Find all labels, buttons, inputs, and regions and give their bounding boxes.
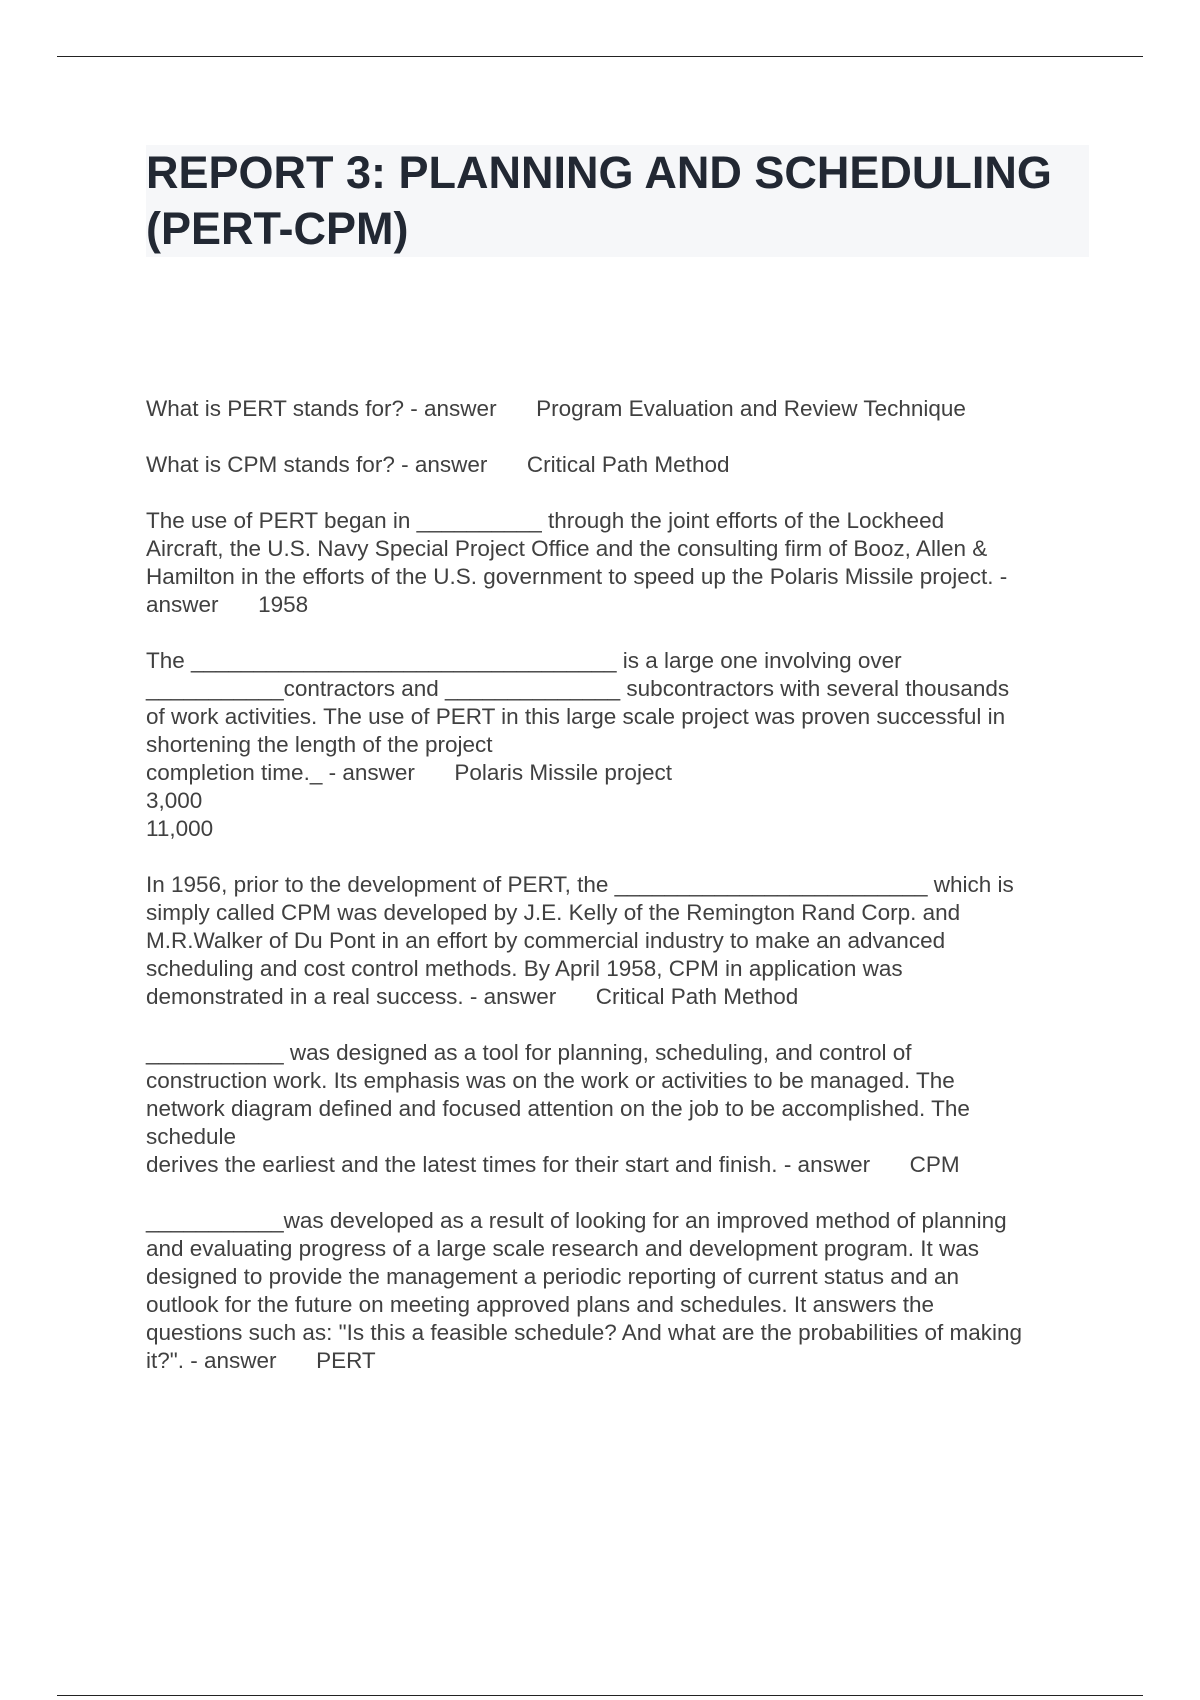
- question-text: In 1956, prior to the development of PERT, the _________________________ which is simply called CPM was developed by J.E. Kelly of the Remington Rand Corp. and M.R.Walker of Du Pont in an effort by commercial industry to make an advanced scheduling and cost control methods. By April 1958, CPM in application was demonstrated in a real success.: [146, 872, 1014, 1009]
- qa-item: [146, 507, 1096, 619]
- answer-marker: - answer: [404, 396, 535, 421]
- answer-text: PERT: [316, 1348, 376, 1373]
- answer-marker: - answer: [184, 1348, 315, 1373]
- qa-item: [146, 1207, 1096, 1375]
- question-text: What is CPM stands for?: [146, 452, 395, 477]
- page-title: REPORT 3: PLANNING AND SCHEDULING (PERT-CPM): [146, 147, 1052, 254]
- answer-text: Critical Path Method: [595, 984, 799, 1009]
- qa-item: [146, 395, 1096, 423]
- answer-spacer: [219, 592, 257, 617]
- qa-item: [146, 647, 1096, 843]
- qa-list: [146, 395, 1096, 1403]
- answer-text: Polaris Missile project 3,000 11,000: [146, 760, 672, 841]
- question-text: The use of PERT began in __________ through the joint efforts of the Lockheed Aircraft, the U.S. Navy Special Project Office and the consulting firm of Booz, Allen & Hamilton in the efforts of the U.S. government to speed up the Polaris Missile project. - answer: [146, 508, 1008, 617]
- qa-item: [146, 871, 1096, 1011]
- question-text: ___________ was designed as a tool for planning, scheduling, and control of construction work. Its emphasis was on the work or activities to be managed. The network diagram defined and focused attention on the job to be accomplished. The schedule derives the earliest and the latest times for their start and finish.: [146, 1040, 970, 1177]
- question-text: The __________________________________ is a large one involving over ___________contractors and ______________ subcontractors with several thousands of work activities. The use of PERT in this large scale project was proven successful in shortening the length of the project completion time._: [146, 648, 1010, 785]
- qa-item: [146, 451, 1096, 479]
- header-rule: [57, 56, 1143, 57]
- answer-marker: - answer: [777, 1152, 908, 1177]
- answer-marker: - answer: [322, 760, 453, 785]
- answer-marker: - answer: [394, 452, 525, 477]
- answer-text: 1958: [258, 592, 309, 617]
- answer-marker: - answer: [463, 984, 594, 1009]
- answer-text: Critical Path Method: [526, 452, 730, 477]
- answer-text: CPM: [909, 1152, 960, 1177]
- qa-item: [146, 1039, 1096, 1179]
- question-text: What is PERT stands for?: [146, 396, 405, 421]
- title-block: [146, 145, 1089, 257]
- answer-text: Program Evaluation and Review Technique: [536, 396, 966, 421]
- question-text: ___________was developed as a result of looking for an improved method of planning and evaluating progress of a large scale research and development program. It was designed to provide the management a periodic reporting of current status and an outlook for the future on meeting approved plans and schedules. It answers the questions such as: "Is this a feasible schedule? And what are the probabilities of making it?".: [146, 1208, 1023, 1373]
- footer-rule: [57, 1695, 1143, 1696]
